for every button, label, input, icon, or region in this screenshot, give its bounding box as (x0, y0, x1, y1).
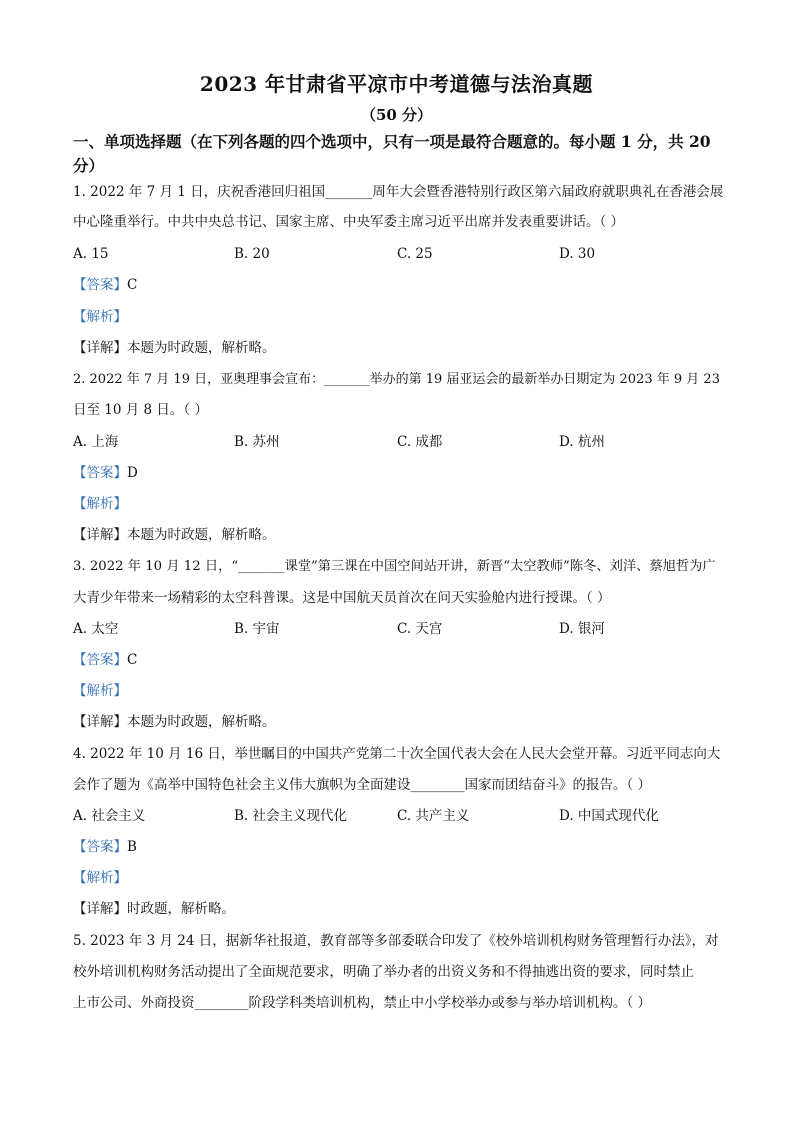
question-5-line-3: 上市公司、外商投资________阶段学科类培训机构，禁止中小学校举办或参与举办培训机构。（ ） (73, 995, 652, 1011)
question-3-answer (73, 650, 725, 670)
question-5-line-1: 5. 2023 年 3 月 24 日，据新华社报道，教育部等多部委联合印发了《校外培训机构财务管理暂行办法》，对 (73, 933, 719, 949)
question-3-option-a: A. 太空 (73, 621, 119, 637)
question-1-option-c: C. 25 (397, 246, 433, 262)
question-1-line-1: 1. 2022 年 7 月 1 日，庆祝香港回归祖国_______周年大会暨香港特别行政区第六届政府就职典礼在香港会展 (73, 184, 724, 200)
question-3-option-d: D. 银河 (559, 621, 605, 637)
question-2-answer (73, 463, 725, 483)
question-3-analysis (73, 681, 725, 701)
detail-text: 本题为时政题，解析略。 (127, 527, 276, 543)
answer-value: C (127, 277, 138, 293)
question-4-option-c: C. 共产主义 (397, 808, 470, 824)
detail-label: 【详解】 (73, 714, 127, 730)
answer-value: B (127, 839, 137, 855)
question-4-analysis (73, 868, 725, 888)
detail-label: 【详解】 (73, 901, 127, 917)
detail-label: 【详解】 (73, 340, 127, 356)
question-2-detail (73, 525, 725, 545)
question-4-detail (73, 899, 725, 919)
question-2-option-a: A. 上海 (73, 434, 119, 450)
analysis-label: 【解析】 (73, 496, 127, 512)
detail-label: 【详解】 (73, 527, 127, 543)
question-5-line-2: 校外培训机构财务活动提出了全面规范要求，明确了举办者的出资义务和不得抽逃出资的要求，同时禁止 (73, 964, 694, 980)
answer-label: 【答案】 (73, 839, 127, 855)
question-4-line-2: 会作了题为《高举中国特色社会主义伟大旗帜为全面建设________国家而团结奋斗》的报告。（ ） (73, 777, 652, 793)
section-heading-line-2: 分） (73, 156, 105, 175)
question-2-line-1: 2. 2022 年 7 月 19 日，亚奥理事会宣布：_______举办的第 19 届亚运会的最新举办日期定为 2023 年 9 月 23 (73, 372, 720, 387)
analysis-label: 【解析】 (73, 870, 127, 886)
question-3-detail (73, 712, 725, 732)
analysis-label: 【解析】 (73, 683, 127, 699)
question-3-option-c: C. 天宫 (397, 621, 443, 637)
question-1-detail (73, 338, 725, 358)
answer-value: D (127, 465, 138, 481)
question-4-line-1: 4. 2022 年 10 月 16 日，举世瞩目的中国共产党第二十次全国代表大会在人民大会堂开幕。习近平同志向大 (73, 746, 721, 762)
question-4-option-a: A. 社会主义 (73, 808, 146, 824)
question-1-answer (73, 275, 725, 295)
detail-text: 时政题，解析略。 (127, 901, 235, 917)
question-1-analysis (73, 307, 725, 327)
question-2-option-c: C. 成都 (397, 434, 443, 450)
detail-text: 本题为时政题，解析略。 (127, 714, 276, 730)
page-title: 2023 年甘肃省平凉市中考道德与法治真题 (199, 72, 594, 96)
question-4-option-b: B. 社会主义现代化 (234, 808, 348, 824)
question-2-option-d: D. 杭州 (559, 434, 605, 450)
answer-value: C (127, 652, 138, 668)
question-1-option-d: D. 30 (559, 246, 596, 262)
answer-label: 【答案】 (73, 652, 127, 668)
question-1-option-a: A. 15 (73, 246, 109, 262)
score-subtitle: （50 分） (360, 106, 433, 124)
answer-label: 【答案】 (73, 465, 127, 481)
section-heading-line-1: 一、单项选择题（在下列各题的四个选项中，只有一项是最符合题意的。每小题 1 分，共 20 (73, 132, 711, 151)
section-heading (73, 130, 721, 178)
question-1-option-b: B. 20 (234, 246, 270, 262)
detail-text: 本题为时政题，解析略。 (127, 340, 276, 356)
question-3-line-2: 大青少年带来一场精彩的太空科普课。这是中国航天员首次在问天实验舱内进行授课。（ ） (73, 590, 611, 606)
analysis-label: 【解析】 (73, 309, 127, 325)
question-2-analysis (73, 494, 725, 514)
question-3-line-1: 3. 2022 年 10 月 12 日，“_______课堂”第三课在中国空间站开讲，新晋“太空教师”陈冬、刘洋、蔡旭哲为广 (73, 559, 716, 574)
question-4-answer (73, 837, 725, 857)
question-2-line-2: 日至 10 月 8 日。（ ） (73, 402, 208, 418)
answer-label: 【答案】 (73, 277, 127, 293)
question-2-option-b: B. 苏州 (234, 434, 280, 450)
question-1-line-2: 中心隆重举行。中共中央总书记、国家主席、中央军委主席习近平出席并发表重要讲话。（ ） (73, 214, 625, 230)
question-4-option-d: D. 中国式现代化 (559, 808, 659, 824)
question-3-option-b: B. 宇宙 (234, 621, 280, 637)
